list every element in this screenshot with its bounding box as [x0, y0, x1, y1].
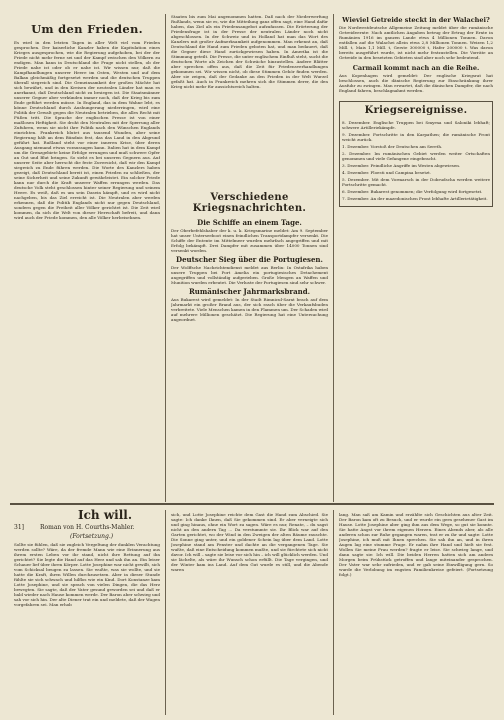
event-item: 6. Dezember. Bukarest genommen; die Verfolgung wird fortgesetzt.	[342, 189, 483, 194]
event-item: 8. Dezember. Englische Truppen bei Smyrna und Saloniki lebhaft; schwere Artilleriekämpfe.	[342, 120, 490, 130]
news-body: Aus Bukarest wird gemeldet: In der Stadt Rimnicul-Sarat brach auf dem Jahrmarkt ein großer Brand aus, der sich rasch über die Verkaufsbuden verbreitete. Viele Menschen kamen in den Flammen um. Der Schaden wird auf mehrere Millionen geschätzt. Die Regierung hat eine Untersuchung angeordnet.	[171, 297, 328, 322]
event-item: 5. Dezember. Mit dem Vormarsch in der Dobrudscha werden weitere Fortschritte gemacht.	[342, 177, 490, 187]
event-item: 7. Dezember. An der mazedonischen Front lebhafte Artillerietätigkeit.	[342, 196, 488, 201]
serial-text: Sollte sie fühlen, daß sie zugleich Vergeltung der dunklen Verachtung werden sollte? Wäre, da der fremde Mann wie eine Erinnerung aus ihrem ersten Leben vor ihr stand, nicht ihre Rettung auf ihn gerichtet? Sie legte die Hand auf das Herz und sah ihn an. Ein leiser Schauer lief über ihren Körper. Lotte Josephine war nicht gewillt, sich vom Schicksal beugen zu lassen. Sie wußte, was sie wollte, und sie hatte die Kraft, ihren Willen durchzusetzen. Aber in dieser Stunde fühlte sie sich schwach und hilflos wie ein Kind. Dort Konstanze kam Lotte Josephine, und sie sprach von vielen Dingen, die das Herz bewegten. Sie sagte, daß der Vater gesund geworden sei und daß er bald wieder nach Hause kommen werde. Der Baron aber schwieg und sah vor sich hin. Der alte Diener trat ein und meldete, daß der Wagen vorgefahren sei. Man erhob	[14, 542, 160, 607]
news-body: Der Wolffsche Nachrichtendienst meldet aus Berlin: In Ostafrika haben unsere Truppen bei Port Amelia ein portugiesisches Detachement angegriffen und vollständig aufgerieben. Große Mengen an Waffen und Munition wurden erbeutet. Die Verluste der Portugiesen sind sehr schwer.	[171, 265, 328, 285]
news-headline: Carmail kommt nach an die Reihe.	[352, 64, 480, 72]
serial-number: 31]	[14, 524, 24, 531]
serial-text: sich, und Lotte Josephine reichte dem Gast die Hand zum Abschied. Sie sagte: Ich danke Ihnen, daß Sie gekommen sind. Er aber verneigte sich und ging hinaus, ohne ein Wort zu sagen. Wäre es nur, Renate, – du sagst nicht an den andern Tag ... Da verstummte sie. Ihr Blick war auf den Garten gerichtet, wo der Wind in den Zweigen der alten Bäume rauschte. Die Sonne ging unter, und ein goldener Schein lag über dem Land. Lotte Josephine stand am Fenster und dachte an die vergangenen Tage. Sie wußte, daß eine Entscheidung kommen mußte, und sie fürchtete sich nicht davor. Ich will – sagte sie leise vor sich hin – ich will glücklich werden. Und sie lächelte, als wäre ihr Wunsch schon erfüllt. Die Tage vergingen, und der Winter kam ins Land. Auf dem Gut wurde es still, und die Abende waren	[171, 512, 328, 572]
column-right	[339, 14, 493, 500]
news-body: Die Nordwestdeutsche Allgemeine Zeitung meldet über die rumänische Getreideernte: Nach amtlichen Angaben betrug der Ertrag der Ernte in Rumänien 1916 im ganzen Lande etwa 4 Millionen Tonnen. Davon entfallen auf die Walachei allein etwa 2,8 Millionen Tonnen. Weizen 1,2 Mill. t, Mais 1,1 Mill. t, Gerste 300000 t, Hafer 200000 t. Was davon bereits ausgeführt wurde, ist nicht mehr festzustellen. Die Vorräte an Getreide in den besetzten Gebieten sind aber noch sehr bedeutend.	[339, 25, 493, 60]
section-title-kriegsnachrichten: Verschiedene Kriegsnachrichten.	[192, 192, 307, 214]
column-rule	[333, 14, 334, 502]
section-title-kriegsereignisse: Kriegsereignisse.	[364, 105, 468, 116]
news-body: Der Oberbefehlshaber der k. u. k. Kriegsmarine meldet: Am 9. September hat unser Unterseeboot einen feindlichen Transportdampfer versenkt. Die Schiffe der Entente im Mittelmeer wurden mehrfach angegriffen und mit Erfolg bekämpft. Drei Dampfer mit zusammen über 14000 Tonnen sind versenkt worden.	[171, 228, 328, 253]
news-headline: Die Schiffe an einem Tage.	[197, 218, 302, 227]
article-title: Um den Frieden.	[31, 22, 143, 36]
column-rule	[333, 510, 334, 715]
serial-text: lang. Man saß am Kamin und erzählte sich Geschichten aus alter Zeit. Der Baron kam oft zu Besuch, und er wurde ein gern gesehener Gast im Hause. Lotte Josephine aber ging ihm aus dem Wege, so gut sie konnte. Sie hatte Angst vor ihrem eigenen Herzen. Eines Abends aber, als alle anderen schon zur Ruhe gegangen waren, trat er zu ihr und sagte: Lotte Josephine, ich muß mit Ihnen sprechen. Sie sah ihn an, und in ihren Augen lag eine stumme Frage. Er nahm ihre Hand und hielt sie fest. Wollen Sie meine Frau werden? fragte er leise. Sie schwieg lange, und dann sagte sie: Ich will. Die beiden Herren hatten sich am andern Morgen beim Frühstück getroffen und lange miteinander gesprochen. Der Vater war sehr zufrieden, und er gab seine Einwilligung gern. So wurde die Verlobung im engsten Familienkreise gefeiert. (Fortsetzung folgt.)	[339, 512, 493, 577]
serial-byline: Roman von H. Courths-Mahler.	[40, 524, 135, 531]
news-headline: Deutscher Sieg über die Portugiesen.	[176, 255, 323, 264]
column-rule	[165, 510, 166, 715]
serial-column-1	[14, 542, 160, 716]
article-body: Es wird in den letzten Tagen in aller Welt viel vom Frieden gesprochen. Der kaiserliche Kanzler haben die Kapitulation eines Krieges ausgesprochen, wie die Regierung aufgehoben, bei der der Friede nicht mehr ferne sei und der Kampf zwischen den Völkern zu endigen. Man kann in Deutschland die Frage nicht stellen, ob der Friede nahe ist oder ob er nahe ist. Wir wissen nur, daß die Kampfhandlungen unserer Heere im Osten, Westen und auf dem Balkan gleichmäßig fortgesetzt werden und die deutschen Truppen überall siegreich sind. Die Gemeinsamkeit der großen Mächte hat sich bewährt, und in den Kreisen der neutralen Länder hat man es anerkannt, daß Deutschland nicht zu besiegen ist. Die Staatsmänner unserer Gegner aber verkünden immer noch, daß der Krieg bis zum Ende geführt werden müsse. In England, das in dem Wahne lebt, es könne Deutschland durch Aushungerung niederringen, wird eine Politik der Gewalt gegen die Neutralen betrieben, die alles Recht mit Füßen tritt. Die Sprache der englischen Presse ist von einer maßlosen Heftigkeit. Sie droht den Neutralen mit der Sperrung aller Zufuhren, wenn sie nicht ihre Politik nach den Wünschen Englands einrichten. Frankreich blutet aus tausend Wunden, aber seine Regierung hält an dem Bündnis fest, das das Land in den Abgrund geführt hat. Rußland steht vor einer inneren Krise, über deren Ausgang niemand etwas voraussagen kann. Italien hat in dem Kampf um die Grenzgebiete keine Erfolge errungen und muß schwere Opfer an Gut und Blut bringen. So sieht es bei unseren Gegnern aus. Auf unserer Seite aber herrscht die feste Zuversicht, daß wir den Kampf siegreich zu Ende führen werden. Die Worte des Kanzlers haben gezeigt, daß Deutschland bereit ist, einen Frieden zu schließen, der seine Sicherheit und seine Zukunft gewährleistet. Ein solcher Friede kann nur durch die Kraft unserer Waffen errungen werden. Das deutsche Volk steht geschlossen hinter seiner Regierung und seinem Heere. Es weiß, daß es um sein Dasein kämpft, und es wird nicht nachgeben, bis das Ziel erreicht ist. Die Neutralen aber werden erkennen, daß die Politik Englands nicht nur gegen Deutschland, sondern gegen die Freiheit aller Völker gerichtet ist. Die Zeit wird kommen, da sich die Welt von dieser Herrschaft befreit, und dann wird auch der Friede kommen, den alle Völker herbeisehnen.	[14, 40, 160, 220]
news-headline: Rumänischer Jahrmarksbrand.	[188, 287, 311, 296]
news-headline: Wieviel Getreide steckt in der Walachei?	[342, 16, 490, 24]
column-middle	[171, 14, 328, 500]
serial-column-3	[339, 512, 493, 716]
event-item: 2. Dezember. Im rumänischen Gebiet werden weiter Ortschaften genommen und viele Gefangene eingebracht.	[342, 151, 490, 161]
serial-column-2	[171, 512, 328, 716]
event-item: 3. Dezember. Feindliche Angriffe im Westen abgewiesen.	[342, 163, 461, 168]
kriegsereignisse-box	[339, 101, 493, 207]
serial-note: (Fortsetzung.)	[70, 533, 114, 540]
event-list	[342, 120, 490, 201]
event-item: 9. Dezember. Fortschritte in den Karpathen; die rumänische Front weicht zurück.	[342, 132, 490, 142]
column-rule	[165, 14, 166, 502]
section-divider	[10, 503, 494, 505]
event-item: 4. Dezember. Ploesti und Campina besetzt.	[342, 170, 432, 175]
article-continuation: Staaten bis zum Mai angenommen hatten. Daß nach der Niederwerfung Rußlands, wenn sie es, wie die Mitteilung ganz offen sagt, eine Hand dafür haben, das Ziel als ein Friedensangebot aufzufassen. Die Erörterung der Friedensfrage ist in der Presse der neutralen Länder noch nicht abgeschlossen. In der Schweiz und in Holland hat man das Wort des Kanzlers mit großer Aufmerksamkeit aufgenommen. Man erkennt an, daß Deutschland die Hand zum Frieden geboten hat, und man bedauert, daß die Gegner diese Hand zurückgewiesen haben. In Amerika ist die Stimmung geteilt. Die Presse, die unter englischem Einfluß steht, sucht die deutschen Worte als Zeichen der Schwäche hinzustellen. Andere Blätter aber sprechen offen aus, daß die Zeit für Friedensverhandlungen gekommen sei. Wir wissen nicht, ob diese Stimmen Gehör finden werden. Aber sie zeigen, daß der Gedanke an den Frieden in der Welt Wurzel gefaßt hat. Auch in Frankreich mehren sich die Stimmen derer, die den Krieg nicht mehr für aussichtsreich halten.	[171, 14, 328, 89]
serial-title: Ich will.	[78, 508, 133, 522]
event-item: 1. Dezember. Vorstoß der Deutschen am Sereth.	[342, 144, 443, 149]
news-body: Aus Kopenhagen wird gemeldet: Der englische Kriegsrat hat beschlossen, auch die dänische Regierung zur Einschränkung ihrer Ausfuhr zu zwingen. Man erwartet, daß die dänischen Dampfer, die nach England fahren, beschlagnahmt werden.	[339, 73, 493, 93]
article-um-den-frieden	[14, 22, 160, 498]
